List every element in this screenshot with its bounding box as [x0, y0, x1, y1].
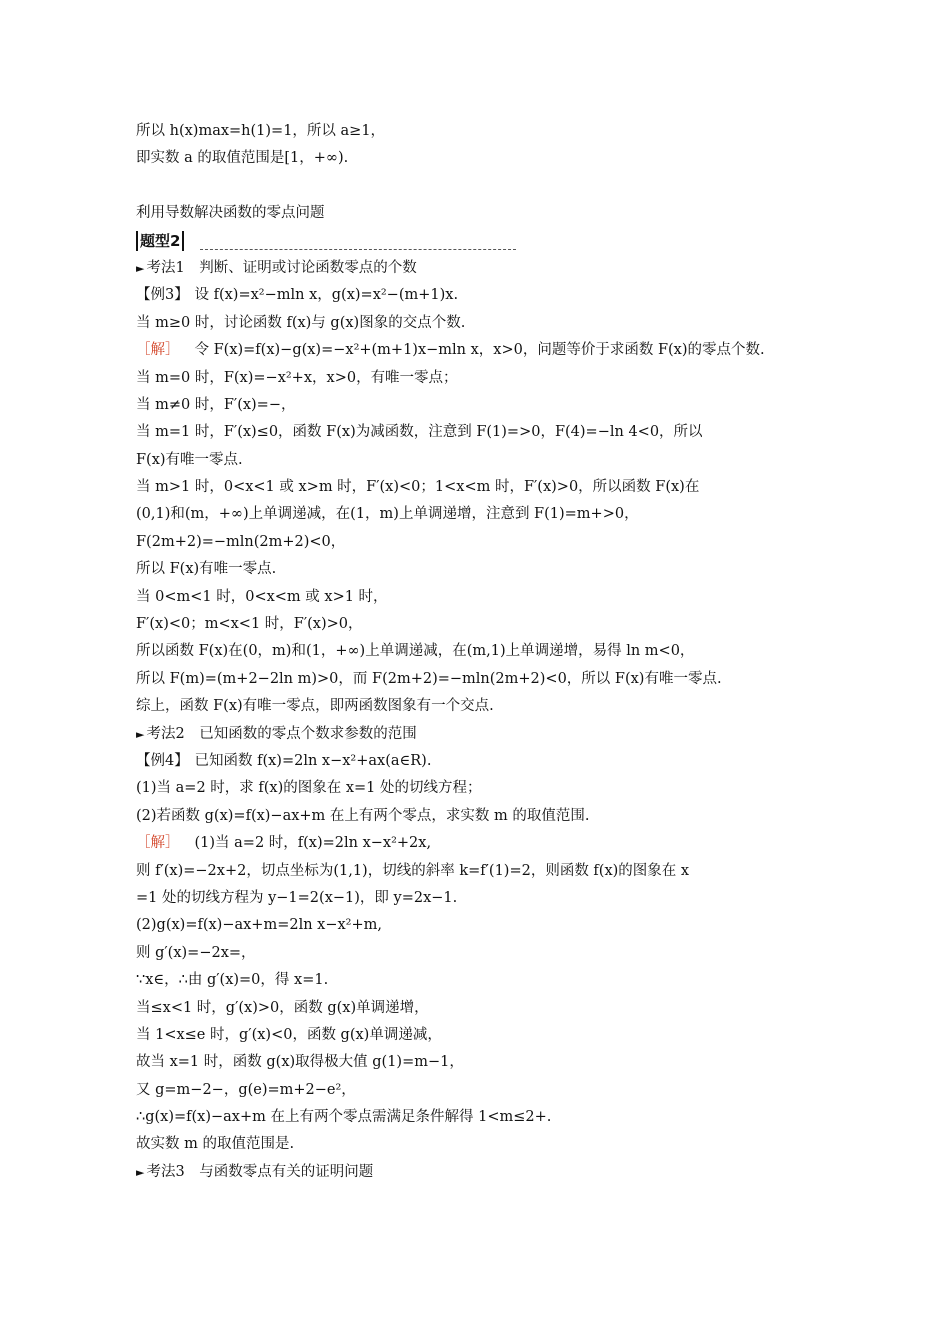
text-line: 则 f′(x)=−2x+2，切点坐标为(1,1)，切线的斜率 k=f′(1)=2，则函数 f(x)的图象在 x — [136, 862, 690, 879]
example-label: 【例3】 — [136, 287, 189, 304]
text-line: 当≤x<1 时，g′(x)>0，函数 g(x)单调递增， — [136, 999, 429, 1016]
example-text: 已知函数 f(x)=2ln x−x²+ax(a∈R). — [194, 753, 432, 769]
method-heading — [136, 255, 826, 282]
text-line: 综上，函数 F(x)有唯一零点，即两函数图象有一个交点. — [136, 698, 494, 715]
example-label: 【例4】 — [136, 753, 189, 769]
example-3-statement — [136, 282, 826, 309]
text-line: (1)当 a=2 时，求 f(x)的图象在 x=1 处的切线方程； — [136, 780, 482, 797]
text-line: (0,1)和(m，+∞)上单调递减，在(1，m)上单调递增，注意到 F(1)=m+>0， — [136, 506, 639, 523]
text-line: (2)若函数 g(x)=f(x)−ax+m 在上有两个零点，求实数 m 的取值范围. — [136, 807, 590, 824]
text-line: =1 处的切线方程为 y−1=2(x−1)，即 y=2x−1. — [136, 889, 458, 906]
text-line: 故当 x=1 时，函数 g(x)取得极大值 g(1)=m−1， — [136, 1054, 464, 1071]
solution-4-first — [136, 830, 826, 857]
text-line: 则 g′(x)=−2x=， — [136, 944, 256, 961]
document-body — [136, 118, 826, 1186]
triangle-marker-icon: ► — [136, 261, 145, 275]
solution-3-first — [136, 337, 826, 364]
text-line: 当 m=1 时，F′(x)≤0，函数 F(x)为减函数，注意到 F(1)=>0，F(4)=−ln 4<0，所以 — [136, 424, 703, 441]
method-text: 考法3 与函数零点有关的证明问题 — [146, 1163, 374, 1180]
text-line: (2)g(x)=f(x)−ax+m=2ln x−x²+m, — [136, 917, 382, 934]
text-line: 当 1<x≤e 时，g′(x)<0，函数 g(x)单调递减， — [136, 1026, 442, 1043]
question-type-tag: 题型2 — [136, 231, 184, 251]
text-line: F(2m+2)=−mln(2m+2)<0， — [136, 533, 346, 550]
method-text: 考法1 判断、证明或讨论函数零点的个数 — [146, 259, 417, 276]
text-line: 所以 F(m)=(m+2−2ln m)>0，而 F(2m+2)=−mln(2m+2)<0，所以 F(x)有唯一零点. — [136, 670, 722, 687]
text-line: 当 m≥0 时，讨论函数 f(x)与 g(x)图象的交点个数. — [136, 314, 466, 331]
text-line: F′(x)<0；m<x<1 时，F′(x)>0， — [136, 616, 363, 633]
method-heading — [136, 721, 826, 748]
method-heading — [136, 1159, 826, 1186]
solution-label: ［解］ — [136, 835, 180, 852]
spacer — [136, 173, 826, 200]
text-line: 故实数 m 的取值范围是. — [136, 1136, 295, 1153]
text-line: 所以函数 F(x)在(0，m)和(1，+∞)上单调递减，在(m,1)上单调递增，易得 ln m<0， — [136, 643, 695, 660]
question-type-header — [136, 228, 826, 255]
text-line: 又 g=m−2−，g(e)=m+2−e²， — [136, 1081, 356, 1098]
solution-label: ［解］ — [136, 342, 180, 359]
section-title: 利用导数解决函数的零点问题 — [136, 205, 325, 222]
text-line: 当 0<m<1 时，0<x<m 或 x>1 时， — [136, 588, 388, 605]
text-line: ∴g(x)=f(x)−ax+m 在上有两个零点需满足条件解得 1<m≤2+. — [136, 1109, 552, 1126]
example-4-statement — [136, 748, 826, 775]
text-line: 当 m=0 时，F(x)=−x²+x，x>0，有唯一零点； — [136, 369, 458, 386]
method-text: 考法2 已知函数的零点个数求参数的范围 — [146, 725, 417, 742]
text-line: F(x)有唯一零点. — [136, 451, 243, 468]
text-line: 所以 F(x)有唯一零点. — [136, 561, 277, 578]
text-line: 即实数 a 的取值范围是[1，+∞). — [136, 150, 349, 167]
solution-text: 令 F(x)=f(x)−g(x)=−x²+(m+1)x−mln x，x>0，问题等价于求函数 F(x)的零点个数. — [194, 342, 765, 359]
text-line: 当 m>1 时，0<x<1 或 x>m 时，F′(x)<0；1<x<m 时，F′(x)>0，所以函数 F(x)在 — [136, 479, 700, 496]
text-line: 当 m≠0 时，F′(x)=−， — [136, 396, 296, 413]
solution-text: (1)当 a=2 时，f(x)=2ln x−x²+2x, — [194, 835, 432, 852]
triangle-marker-icon: ► — [136, 727, 145, 741]
example-text: 设 f(x)=x²−mln x，g(x)=x²−(m+1)x. — [194, 287, 459, 304]
text-line: ∵x∈，∴由 g′(x)=0，得 x=1. — [136, 972, 329, 989]
text-line: 所以 h(x)max=h(1)=1，所以 a≥1， — [136, 123, 386, 139]
dashed-divider — [200, 249, 516, 250]
triangle-marker-icon: ► — [136, 1165, 145, 1179]
